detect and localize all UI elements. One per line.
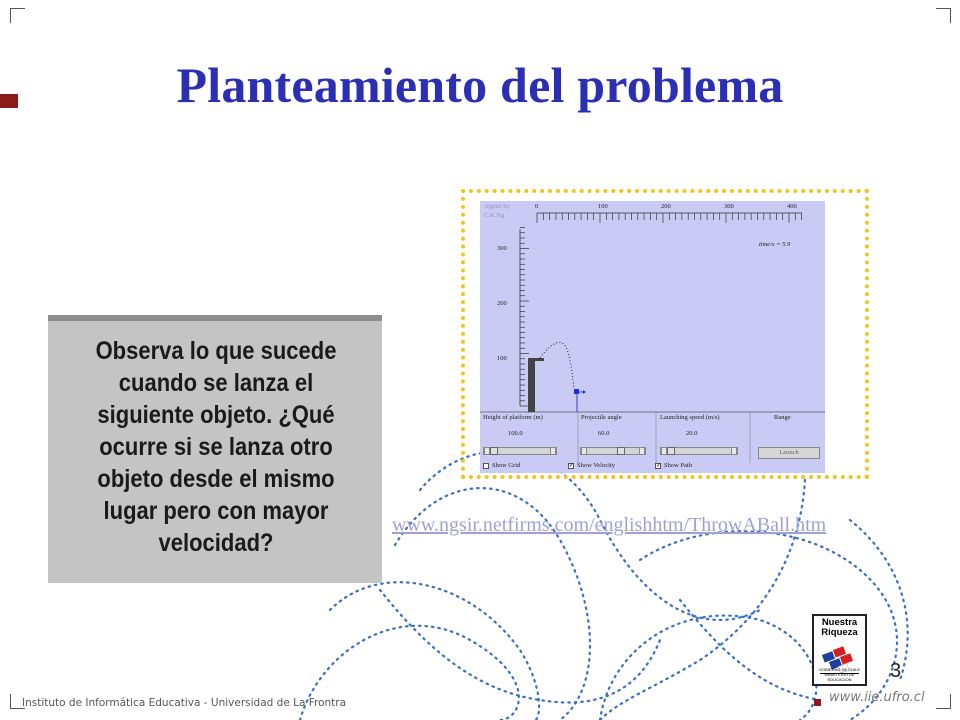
- side-ruler-label: 200: [497, 300, 507, 307]
- speed-slider[interactable]: [660, 447, 738, 455]
- top-ruler-label: 400: [787, 203, 797, 210]
- ball: [574, 389, 579, 394]
- projectile-applet[interactable]: [480, 201, 825, 473]
- time-readout: time/s = 5.9: [759, 241, 791, 248]
- range-label: Range: [774, 414, 791, 421]
- top-ruler-label: 0: [535, 203, 539, 210]
- logo-line-1: Nuestra: [821, 617, 858, 628]
- logo-line-4: MINISTERIO DE EDUCACION: [824, 672, 855, 682]
- applet-link[interactable]: www.ngsir.netfirms.com/englishhtm/ThrowABall.htm: [392, 514, 827, 536]
- credit-line-1: Applet by: [484, 203, 510, 210]
- side-ruler-label: 100: [497, 355, 507, 362]
- angle-value: 60.0: [598, 430, 610, 437]
- side-ruler-label: 300: [497, 245, 507, 252]
- height-label: Height of platform (m): [483, 414, 543, 421]
- platform: [528, 359, 535, 412]
- launch-button[interactable]: Launch: [758, 447, 820, 459]
- angle-slider[interactable]: [580, 447, 646, 455]
- top-ruler-label: 100: [598, 203, 608, 210]
- footer-accent-mark: [814, 699, 821, 706]
- angle-label: Projectile angle: [581, 414, 622, 421]
- logo-line-2: Riqueza: [821, 627, 858, 638]
- checkbox[interactable]: ✓: [569, 463, 575, 469]
- speed-value: 20.0: [686, 430, 698, 437]
- top-ruler-label: 200: [661, 203, 671, 210]
- footer-website[interactable]: www.iie.ufro.cl: [829, 690, 925, 705]
- height-value: 100.0: [508, 430, 523, 437]
- slide-title: Planteamiento del problema: [176, 57, 784, 113]
- trajectory-path: [540, 342, 574, 389]
- page-number: 3: [890, 660, 902, 682]
- checkbox-label: Show Velocity: [577, 462, 615, 469]
- footer-institution: Instituto de Informática Educativa - Universidad de La Frontra: [22, 697, 347, 709]
- logo-line-3: GOBIERNO DE CHILE: [818, 667, 861, 672]
- top-ruler-label: 300: [724, 203, 734, 210]
- checkbox[interactable]: [483, 463, 489, 469]
- applet-frame: [461, 189, 869, 479]
- question-panel: [48, 315, 382, 583]
- speed-label: Launching speed (m/s): [660, 414, 720, 421]
- checkbox-label: Show Path: [664, 462, 692, 469]
- question-text: Observa lo que sucede cuando se lanza el siguiente objeto. ¿Qué ocurre si se lanza otro objeto desde el mismo lugar pero con mayor velocidad?: [95, 337, 337, 557]
- checkbox-label: Show Grid: [492, 462, 521, 469]
- height-slider[interactable]: [483, 447, 557, 455]
- nuestra-riqueza-logo: [812, 614, 867, 686]
- checkbox[interactable]: ✓: [656, 463, 662, 469]
- credit-line-2: C.K.Ng: [484, 212, 505, 219]
